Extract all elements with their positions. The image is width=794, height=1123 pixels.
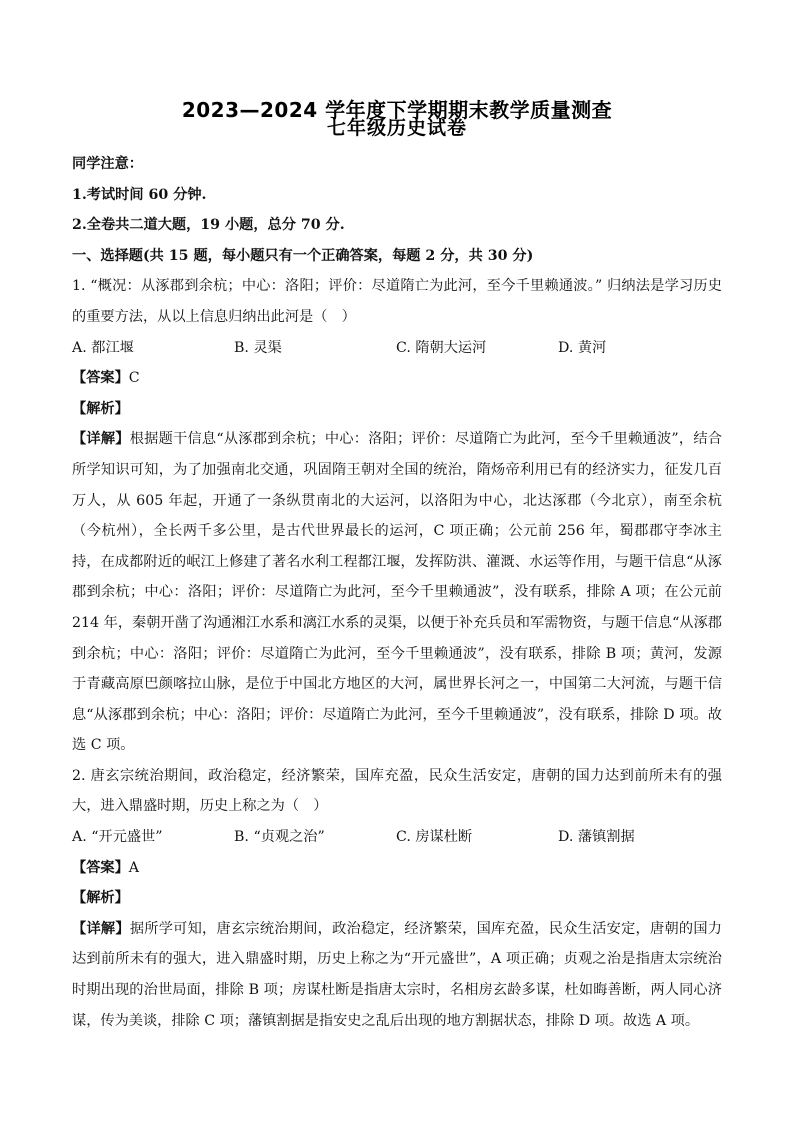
answer-label: 【答案】 — [72, 859, 129, 876]
page-subtitle: 七年级历史试卷 — [326, 117, 467, 139]
question-2-option-b: B. “贞观之治” — [234, 829, 325, 846]
notice-heading: 同学注意： — [72, 156, 143, 172]
exam-body — [72, 149, 722, 1036]
question-1-option-d: D. 黄河 — [558, 339, 607, 356]
question-2-stem: 2. 唐玄宗统治期间，政治稳定，经济繁荣，国库充盈，民众生活安定，唐朝的国力达到前所未有的强大，进入鼎盛时期，历史上称之为（ ） — [72, 767, 722, 815]
question-1-option-c: C. 隋朝大运河 — [396, 339, 487, 356]
question-2-option-d: D. 藩镇割据 — [558, 829, 635, 846]
detail-text: 根据题干信息“从涿郡到余杭；中心：洛阳；评价：尽道隋亡为此河，至今千里赖通波”，结合所学知识可知，为了加强南北交通，巩固隋王朝对全国的统治，隋炀帝利用已有的经济实力，征发几百万人，从 605 年起，开通了一条纵贯南北的大运河，以洛阳为中心，北达涿郡（今北京），南至余杭（今杭州），全长两千多公里，是古代世界最长的运河，C 项正确；公元前 256 年，蜀郡郡守李冰主持，在成都附近的岷江上修建了著名水利工程都江堰，发挥防洪、灌溉、水运等作用，与题干信息“从涿郡到余杭；中心：洛阳；评价：尽道隋亡为此河，至今千里赖通波”，没有联系，排除 A 项；在公元前 214 年，秦朝开凿了沟通湘江水系和漓江水系的灵渠，以便于补充兵员和军需物资，与题干信息“从涿郡到余杭；中心：洛阳；评价：尽道隋亡为此河，至今千里赖通波”，没有联系，排除 B 项；黄河，发源于青藏高原巴颜喀拉山脉，是位于中国北方地区的大河，属世界长河之一，中国第二大河流，与题干信息“从涿郡到余杭；中心：洛阳；评价：尽道隋亡为此河，至今千里赖通波”，没有联系，排除 D 项。故选 C 项。 — [72, 431, 722, 754]
question-1-analysis-label: 【解析】 — [72, 400, 129, 417]
question-1-option-a: A. 都江堰 — [72, 339, 134, 356]
notice-line-1: 1.考试时间 60 分钟. — [72, 186, 207, 203]
question-1-options — [72, 333, 722, 364]
detail-label: 【详解】 — [72, 920, 130, 937]
page-title: 2023—2024 学年度下学期期末教学质量测查 — [181, 98, 613, 122]
question-1-stem: 1. “概况：从涿郡到余杭；中心：洛阳；评价：尽道隋亡为此河，至今千里赖通波。” 归纳法是学习历史的重要方法，从以上信息归纳出此河是（ ） — [72, 278, 722, 325]
answer-value: A — [128, 859, 140, 876]
question-2-analysis-label: 【解析】 — [72, 890, 129, 907]
question-1-answer — [72, 363, 722, 394]
detail-text: 据所学可知，唐玄宗统治期间，政治稳定，经济繁荣，国库充盈，民众生活安定，唐朝的国力达到前所未有的强大，进入鼎盛时期，历史上称之为“开元盛世”，A 项正确；贞观之治是指唐太宗统治时期出现的治世局面，排除 B 项；房谋杜断是指唐太宗时，名相房玄龄多谋，杜如晦善断，两人同心济谋，传为美谈，排除 C 项；藩镇割据是指安史之乱后出现的地方割据状态，排除 D 项。故选 A 项。 — [72, 920, 722, 1029]
section-heading: 一、选择题(共 15 题，每小题只有一个正确答案，每题 2 分，共 30 分) — [72, 247, 534, 264]
question-2-options — [72, 822, 722, 853]
question-2-detail — [72, 914, 722, 1036]
question-1-option-b: B. 灵渠 — [234, 339, 282, 356]
answer-label: 【答案】 — [72, 370, 129, 387]
question-2-answer — [72, 853, 722, 884]
answer-value: C — [128, 370, 140, 387]
question-1-detail — [72, 424, 722, 761]
detail-label: 【详解】 — [72, 431, 130, 448]
question-2-option-a: A. “开元盛世” — [72, 829, 163, 846]
question-2-option-c: C. 房谋杜断 — [396, 829, 473, 846]
notice-line-2: 2.全卷共二道大题，19 小题，总分 70 分. — [72, 217, 345, 234]
